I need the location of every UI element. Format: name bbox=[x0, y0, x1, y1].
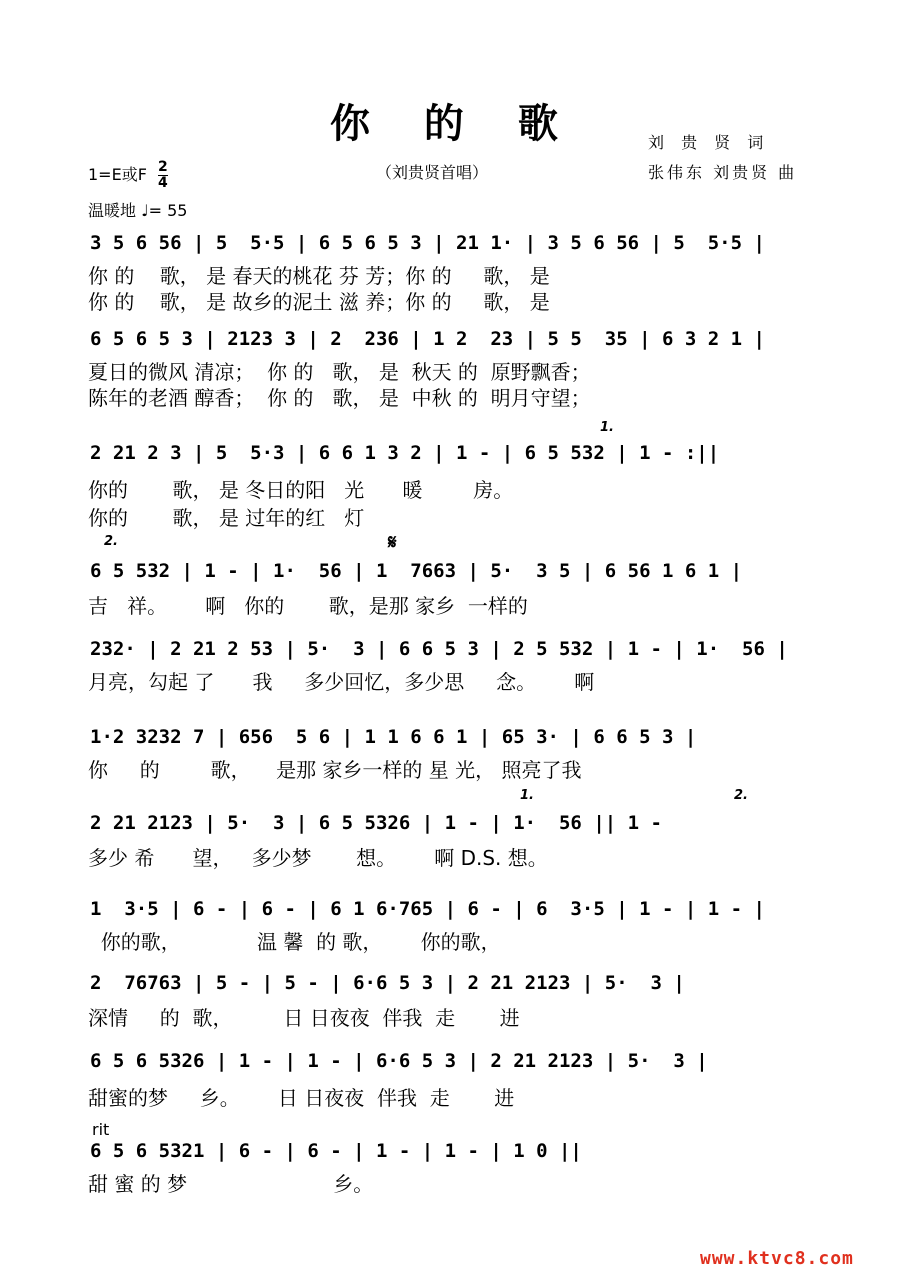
lyric-verse-1: 甜蜜的梦 乡。 日 日夜夜 伴我 走 进 bbox=[88, 1086, 515, 1110]
singer-note: （刘贵贤首唱） bbox=[376, 163, 489, 182]
notation-line: 6 5 6 5326 | 1 - | 1 - | 6·6 5 3 | 2 21 2123 | 5· 3 | bbox=[90, 1050, 708, 1072]
lyric-verse-1: 月亮，勾起 了 我 多少回忆，多少思 念。 啊 bbox=[88, 670, 595, 694]
key-signature bbox=[88, 160, 168, 191]
tempo-marking: 温暖地 ♩= 55 bbox=[88, 201, 188, 220]
composer-credit: 张伟东 刘贵贤 曲 bbox=[648, 163, 798, 182]
notation-line: 2 76763 | 5 - | 5 - | 6·6 5 3 | 2 21 2123 | 5· 3 | bbox=[90, 972, 685, 994]
notation-line: 1·2 3232 7 | 656 5 6 | 1 1 6 6 1 | 65 3· | 6 6 5 3 | bbox=[90, 726, 697, 748]
volta-2-mark: 2. bbox=[104, 534, 118, 549]
lyricist-credit: 刘 贵 贤 词 bbox=[648, 133, 770, 152]
time-bottom: 4 bbox=[158, 175, 168, 191]
lyric-verse-2: 你的 歌， 是 过年的红 灯 bbox=[88, 506, 365, 530]
notation-line: 6 5 532 | 1 - | 1· 56 | 1 7663 | 5· 3 5 | 6 56 1 6 1 | bbox=[90, 560, 743, 582]
lyric-verse-2: 你 的 歌， 是 故乡的泥土 滋 养；你 的 歌， 是 bbox=[88, 290, 550, 314]
volta-1-mark: 1. bbox=[600, 420, 614, 435]
lyric-verse-2: 陈年的老酒 醇香； 你 的 歌， 是 中秋 的 明月守望； bbox=[88, 386, 591, 410]
lyric-verse-1: 甜 蜜 的 梦 乡。 bbox=[88, 1172, 374, 1196]
song-title: 你 的 歌 bbox=[330, 100, 578, 147]
lyric-verse-1: 多少 希 望， 多少梦 想。 啊 D.S. 想。 bbox=[88, 846, 548, 870]
time-top: 2 bbox=[158, 159, 168, 175]
volta-1-mark: 1. bbox=[520, 788, 534, 803]
time-signature bbox=[158, 160, 168, 191]
lyric-verse-1: 吉 祥。 啊 你的 歌，是那 家乡 一样的 bbox=[88, 594, 528, 618]
key-label: 1=E或F bbox=[88, 165, 147, 184]
ritardando-mark: rit bbox=[92, 1120, 110, 1139]
lyric-verse-1: 夏日的微风 清凉； 你 的 歌， 是 秋天 的 原野飘香； bbox=[88, 360, 591, 384]
notation-line: 6 5 6 5321 | 6 - | 6 - | 1 - | 1 - | 1 0 || bbox=[90, 1140, 582, 1162]
lyric-verse-1: 你 的 歌， 是 春天的桃花 芬 芳；你 的 歌， 是 bbox=[88, 264, 550, 288]
lyric-verse-1: 你的歌， 温 馨 的 歌， 你的歌， bbox=[88, 930, 501, 954]
notation-line: 2 21 2 3 | 5 5·3 | 6 6 1 3 2 | 1 - | 6 5 532 | 1 - :|| bbox=[90, 442, 720, 464]
notation-line: 6 5 6 5 3 | 2123 3 | 2 236 | 1 2 23 | 5 5 35 | 6 3 2 1 | bbox=[90, 328, 765, 350]
lyric-verse-1: 深情 的 歌， 日 日夜夜 伴我 走 进 bbox=[88, 1006, 520, 1030]
lyric-verse-1: 你的 歌， 是 冬日的阳 光 暖 房。 bbox=[88, 478, 514, 502]
lyric-verse-1: 你 的 歌， 是那 家乡一样的 星 光， 照亮了我 bbox=[88, 758, 582, 782]
volta-2-mark: 2. bbox=[734, 788, 748, 803]
watermark-url: www.ktvc8.com bbox=[700, 1248, 854, 1269]
notation-line: 3 5 6 56 | 5 5·5 | 6 5 6 5 3 | 21 1· | 3 5 6 56 | 5 5·5 | bbox=[90, 232, 765, 254]
notation-line: 1 3·5 | 6 - | 6 - | 6 1 6·765 | 6 - | 6 3·5 | 1 - | 1 - | bbox=[90, 898, 765, 920]
segno-icon: 𝄋 bbox=[388, 530, 397, 554]
notation-line: 232· | 2 21 2 53 | 5· 3 | 6 6 5 3 | 2 5 532 | 1 - | 1· 56 | bbox=[90, 638, 788, 660]
notation-line: 2 21 2123 | 5· 3 | 6 5 5326 | 1 - | 1· 56 || 1 - bbox=[90, 812, 674, 834]
